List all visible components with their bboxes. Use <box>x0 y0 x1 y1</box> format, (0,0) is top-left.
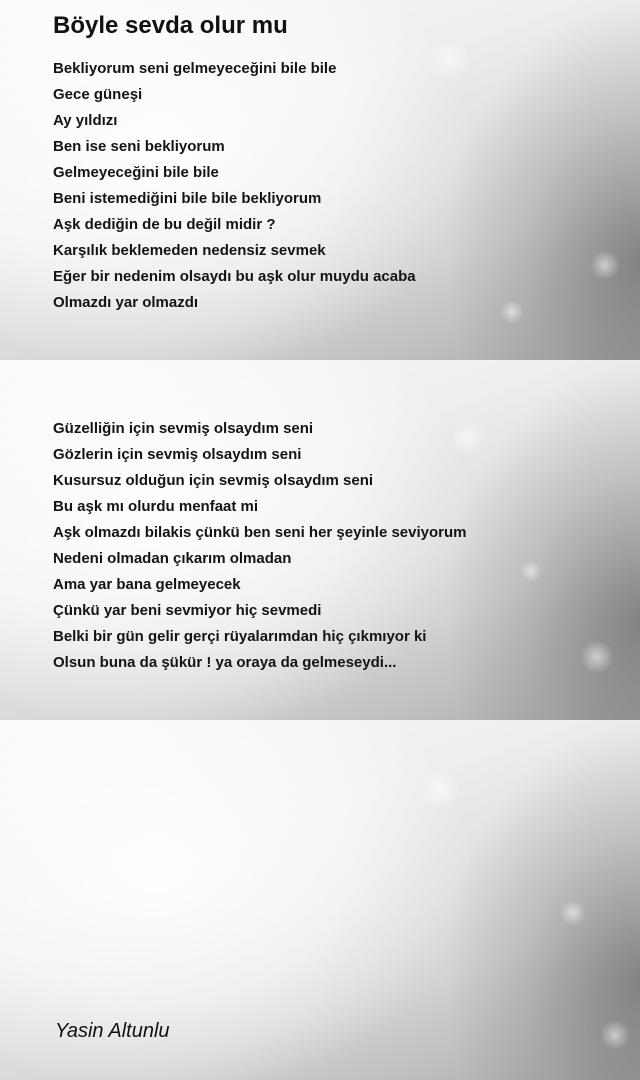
stanza-1 <box>53 56 416 316</box>
poem-line: Ay yıldızı <box>53 112 118 129</box>
poem-panel-3 <box>0 720 640 1080</box>
bokeh-light <box>580 640 614 674</box>
poem-line: Nedeni olmadan çıkarım olmadan <box>53 550 292 567</box>
bokeh-light <box>590 250 620 280</box>
poem-line: Belki bir gün gelir gerçi rüyalarımdan hiç çıkmıyor ki <box>53 628 427 645</box>
bokeh-light <box>560 900 586 926</box>
poem-line: Aşk dediğin de bu değil midir ? <box>53 216 276 233</box>
poem-line: Kusursuz olduğun için sevmiş olsaydım seni <box>53 472 374 489</box>
poem-line: Bekliyorum seni gelmeyeceğini bile bile <box>53 60 337 77</box>
bokeh-light <box>600 1020 630 1050</box>
poem-line: Olsun buna da şükür ! ya oraya da gelmeseydi... <box>53 654 397 671</box>
poem-line: Aşk olmazdı bilakis çünkü ben seni her şeyinle seviyorum <box>53 524 467 541</box>
poem-line: Bu aşk mı olurdu menfaat mi <box>53 498 259 515</box>
bokeh-light <box>430 40 470 80</box>
bokeh-light <box>500 300 524 324</box>
bokeh-light <box>520 560 542 582</box>
bokeh-light <box>420 770 460 810</box>
poem-line: Ama yar bana gelmeyecek <box>53 576 241 593</box>
poem-panel-2 <box>0 360 640 720</box>
poem-line: Ben ise seni bekliyorum <box>53 138 225 155</box>
poem-line: Karşılık beklemeden nedensiz sevmek <box>53 242 326 259</box>
poem-author: Yasin Altunlu <box>55 1020 170 1042</box>
poem-panel-1 <box>0 0 640 360</box>
poem-line: Beni istemediğini bile bile bekliyorum <box>53 190 322 207</box>
poem-line: Olmazdı yar olmazdı <box>53 294 199 311</box>
poem-line: Gece güneşi <box>53 86 143 103</box>
poem-line: Gözlerin için sevmiş olsaydım seni <box>53 446 302 463</box>
poem-line: Eğer bir nedenim olsaydı bu aşk olur muydu acaba <box>53 268 416 285</box>
poem-line: Çünkü yar beni sevmiyor hiç sevmedi <box>53 602 322 619</box>
poem-line: Güzelliğin için sevmiş olsaydım seni <box>53 420 314 437</box>
poem-line: Gelmeyeceğini bile bile <box>53 164 219 181</box>
stanza-2 <box>53 416 467 676</box>
poem-title: Böyle sevda olur mu <box>53 12 288 39</box>
